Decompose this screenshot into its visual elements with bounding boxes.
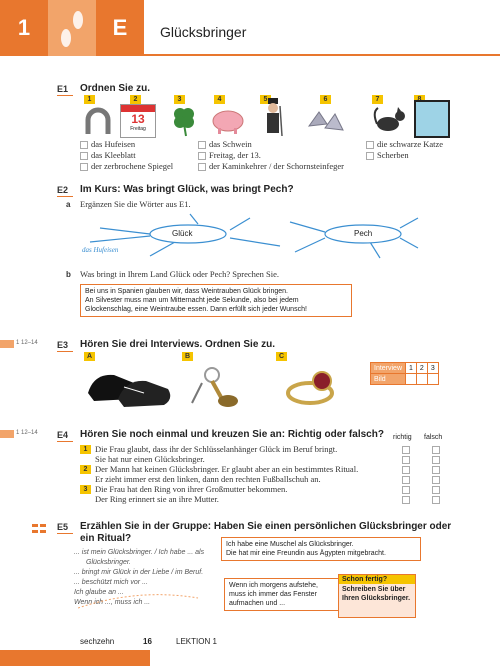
chapter-number: 1 <box>0 0 48 56</box>
statement-text: Die Frau hat den Ring von ihrer Großmutter bekommen. <box>95 484 288 494</box>
statement-number: 2 <box>80 465 91 474</box>
e5-label: E5 <box>57 522 69 532</box>
footer-lektion: LEKTION 1 <box>176 637 217 646</box>
chimney-sweep-image <box>260 96 286 143</box>
answer-cell[interactable] <box>416 374 427 385</box>
black-cat-image <box>372 102 408 141</box>
e2-label: E2 <box>57 185 69 195</box>
falsch-checkbox[interactable] <box>432 476 440 484</box>
falsch-checkbox[interactable] <box>432 446 440 454</box>
footer-bar <box>0 650 150 666</box>
richtig-checkbox[interactable] <box>402 446 410 454</box>
falsch-checkbox[interactable] <box>432 466 440 474</box>
keychain-image <box>182 363 268 416</box>
page-title: Glücksbringer <box>160 24 247 40</box>
falsch-checkbox[interactable] <box>432 486 440 494</box>
e2-a-label: a <box>66 200 71 209</box>
e1-words-col2: das Schwein Freitag, der 13. der Kaminkehrer / der Schornsteinfeger <box>198 139 344 172</box>
e1-words-col1: das Hufeisen das Kleeblatt der zerbrochene Spiegel <box>80 139 173 172</box>
e5-rule <box>57 533 73 534</box>
richtig-checkbox[interactable] <box>402 456 410 464</box>
e2-a-text: Ergänzen Sie die Wörter aus E1. <box>80 199 191 209</box>
schon-fertig-box: Schon fertig? Schreiben Sie über Ihren Glücksbringer. <box>338 574 416 618</box>
image-label-b: B <box>182 352 193 361</box>
calendar-image: 13 Freitag <box>120 104 156 138</box>
image-number-6: 6 <box>320 95 331 104</box>
e3-rule <box>57 351 73 352</box>
richtig-checkbox[interactable] <box>402 476 410 484</box>
e1-rule <box>57 95 73 96</box>
speech-bubble-spain: Bei uns in Spanien glauben wir, dass Weintrauben Glück bringen. An Silvester muss man um Mitternacht jede Sekunde, also bei jedem Glockenschlag, eine Weintraube essen. Dann erfüllt sich jeder Wunsch! <box>80 284 352 317</box>
e3-label: E3 <box>57 340 69 350</box>
phrase-list: ... ist mein Glücksbringer. / Ich habe ... als Glücksbringer. ... bringt mir Glück in der Liebe / im Beruf. ... beschützt mich vor ... Ich glaube an ... Wenn ich ..., muss ich ... <box>74 549 205 606</box>
statement-text: Er zieht immer erst den linken, dann den rechten Fußballschuh an. <box>95 474 321 484</box>
speech-bubble-shell: Ich habe eine Muschel als Glücksbringer. Die hat mir eine Freundin aus Ägypten mitgebracht. <box>221 537 421 561</box>
richtig-checkbox[interactable] <box>402 466 410 474</box>
col-richtig: richtig <box>393 434 412 441</box>
col-falsch: falsch <box>424 434 443 441</box>
image-number-7: 7 <box>372 95 383 104</box>
pig-image <box>208 106 248 141</box>
section-letter: E <box>96 0 144 56</box>
answer-cell[interactable] <box>406 374 417 385</box>
e1-label: E1 <box>57 84 69 94</box>
image-number-1: 1 <box>84 95 95 104</box>
image-label-c: C <box>276 352 287 361</box>
e5-heading: Erzählen Sie in der Gruppe: Haben Sie einen persönlichen Glücksbringer oder ein Ritual? <box>80 521 452 544</box>
cd-track-icon <box>0 340 14 348</box>
statement-text: Der Ring erinnert sie an ihre Mutter. <box>95 494 219 504</box>
e1-heading: Ordnen Sie zu. <box>80 83 151 94</box>
answer-cell[interactable] <box>427 374 438 385</box>
e4-heading: Hören Sie noch einmal und kreuzen Sie an: Richtig oder falsch? <box>80 429 384 440</box>
broken-mirror-image <box>305 106 345 139</box>
richtig-checkbox[interactable] <box>402 496 410 504</box>
e2-b-text: Was bringt in Ihrem Land Glück oder Pech? Sprechen Sie. <box>80 269 280 279</box>
statement-text: Die Frau glaubt, dass ihr der Schlüsselanhänger Glück im Beruf bringt. <box>95 444 338 454</box>
e4-label: E4 <box>57 430 69 440</box>
example-word: das Hufeisen <box>82 246 119 254</box>
glueck-label: Glück <box>172 229 193 238</box>
header-rule <box>144 54 500 56</box>
image-number-3: 3 <box>174 95 185 104</box>
statement-number: 1 <box>80 445 91 454</box>
falsch-checkbox[interactable] <box>432 496 440 504</box>
ring-image <box>276 363 356 416</box>
e2-heading: Im Kurs: Was bringt Glück, was bringt Pech? <box>80 184 294 195</box>
e2-rule <box>57 196 73 197</box>
e3-heading: Hören Sie drei Interviews. Ordnen Sie zu. <box>80 339 276 350</box>
richtig-checkbox[interactable] <box>402 486 410 494</box>
mirror-image <box>414 100 450 138</box>
word-web <box>80 212 420 265</box>
pech-label: Pech <box>354 229 373 238</box>
footprints-icon <box>48 0 96 56</box>
football-shoes-image <box>84 363 176 416</box>
e4-rule <box>57 441 73 442</box>
statement-number: 3 <box>80 485 91 494</box>
e1-words-col3: die schwarze Katze Scherben <box>366 139 443 161</box>
image-number-4: 4 <box>214 95 225 104</box>
statement-text: Der Mann hat keinen Glücksbringer. Er glaubt aber an ein bestimmtes Ritual. <box>95 464 359 474</box>
phrase-pencil-strokes <box>78 548 218 612</box>
statement-text: Sie hat nur einen Glücksbringer. <box>95 454 205 464</box>
horseshoe-image <box>80 104 116 143</box>
cloverleaf-image <box>168 104 200 143</box>
image-label-a: A <box>84 352 95 361</box>
e2-b-label: b <box>66 270 71 279</box>
e4-track: 1 12–14 <box>16 430 38 436</box>
footer-page-word: sechzehn <box>80 637 115 646</box>
group-icon <box>32 522 46 540</box>
image-number-5: 5 <box>260 95 271 104</box>
e3-track: 1 12–14 <box>16 340 38 346</box>
image-number-2: 2 <box>130 95 141 104</box>
speech-bubble-window: Wenn ich morgens aufstehe, muss ich immer das Fenster aufmachen und ... <box>224 578 342 611</box>
interview-table: Interview 1 2 3 Bild <box>370 362 439 385</box>
footer-page-number: 16 <box>143 637 152 646</box>
cd-track-icon <box>0 430 14 438</box>
falsch-checkbox[interactable] <box>432 456 440 464</box>
